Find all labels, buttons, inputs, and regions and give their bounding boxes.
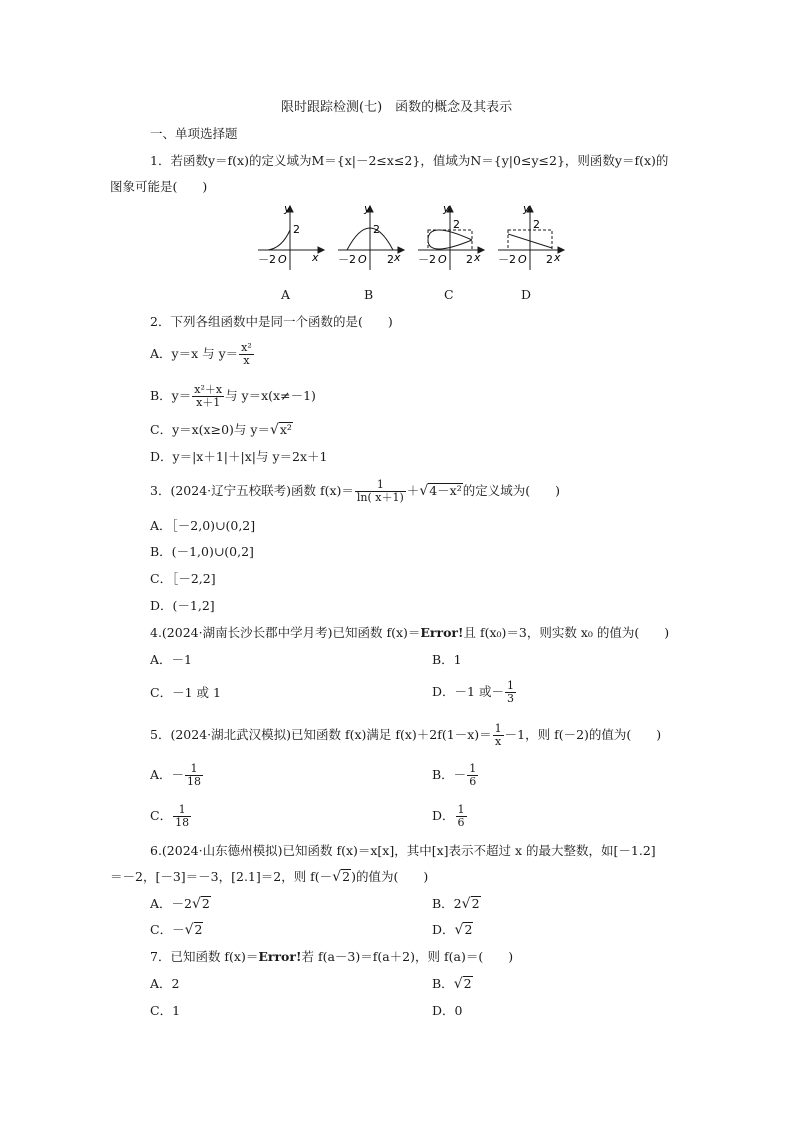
graph-c-y: y [443, 202, 450, 215]
q1-graphs [252, 200, 572, 275]
q5-option-b: B．－ $\frac{1}{6}$ [432, 762, 477, 788]
q2-option-c: C．y＝x(x≥0)与 y＝√x² [150, 422, 292, 438]
q5-option-d: D． $\frac{1}{6}$ [432, 803, 465, 829]
q4-option-c: C．－1 或 1 [150, 685, 221, 700]
graph-b-y: y [364, 202, 371, 215]
q2-option-d: D．y＝|x＋1|＋|x|与 y＝2x＋1 [150, 449, 328, 464]
q6-option-c: C．－√2 [150, 922, 203, 938]
graph-d-origin: O [518, 253, 527, 266]
q2-option-b: B．y＝ $\frac{\text{x²＋x}}{x+1}$ 与 y＝x(x≠－1) [150, 383, 316, 409]
q4-option-a: A．－1 [150, 652, 192, 667]
q6-stem-line2: ＝－2，[－3]＝－3，[2.1]＝2，则 f(－√2)的值为( ) [110, 869, 429, 885]
graph-a-neg2: －2 [258, 253, 276, 266]
q2-option-a: A．y＝x 与 y＝ $\frac{\text{x²}}{x}$ [150, 341, 252, 367]
graph-a-y: y [284, 202, 291, 215]
graph-b-neg2: －2 [338, 253, 356, 266]
graph-d-y: y [523, 202, 530, 215]
graph-label-c: C [444, 287, 454, 302]
q5-stem: 5．(2024·湖北武汉模拟)已知函数 f(x)满足 f(x)＋2f(1－x)＝ $\frac{1}{x}$ －1，则 f(－2)的值为( ) [150, 722, 662, 748]
q1-stem: 1．若函数y＝f(x)的定义域为M＝{x|－2≤x≤2}，值域为N＝{y|0≤y≤2}，则函数y＝f(x)的 [150, 153, 669, 168]
graph-b-x: x [394, 251, 401, 264]
q5-option-c: C． $\frac{1}{18}$ [150, 803, 190, 829]
q7-option-a: A．2 [150, 976, 180, 991]
q7-option-c: C．1 [150, 1003, 181, 1018]
q4-option-b: B．1 [432, 652, 462, 667]
graph-d-neg2: －2 [498, 253, 516, 266]
graph-d-2x: 2 [546, 253, 553, 266]
graph-label-a: A [281, 287, 291, 302]
q7-option-b: B．√2 [432, 976, 472, 992]
q6-option-a: A．－2√2 [150, 896, 210, 912]
graph-b-origin: O [358, 253, 367, 266]
graph-c-x: x [474, 251, 481, 264]
graph-c-neg2: －2 [418, 253, 436, 266]
section-heading: 一、单项选择题 [150, 126, 238, 141]
q6-stem-line1: 6.(2024·山东德州模拟)已知函数 f(x)＝x[x]，其中[x]表示不超过 x 的最大整数，如[－1.2] [150, 843, 656, 858]
graph-d-x: x [554, 251, 561, 264]
graph-label-d: D [521, 287, 532, 302]
q3-option-b: B．(－1,0)∪(0,2] [150, 544, 254, 559]
q5-option-a: A．－ $\frac{1}{18}$ [150, 762, 202, 788]
q4-stem: 4.(2024·湖南长沙长郡中学月考)已知函数 f(x)＝Error!且 f(x₀)＝3，则实数 x₀ 的值为( ) [150, 625, 670, 640]
graph-b-2: 2 [373, 223, 380, 236]
q3-option-a: A．［－2,0)∪(0,2] [150, 518, 256, 533]
q2-stem: 2．下列各组函数中是同一个函数的是( ) [150, 314, 393, 329]
q6-option-d: D．√2 [432, 922, 473, 938]
q4-option-d: D．－1 或－ $\frac{1}{3}$ [432, 679, 514, 705]
graph-c-origin: O [438, 253, 447, 266]
graph-a-origin: O [278, 253, 287, 266]
graph-a-2: 2 [293, 223, 300, 236]
graph-c-2x: 2 [466, 253, 473, 266]
q7-stem: 7．已知函数 f(x)＝Error!若 f(a－3)＝f(a＋2)，则 f(a)＝( ) [150, 949, 514, 964]
q3-option-c: C．［－2,2] [150, 571, 216, 586]
q3-stem: 3．(2024·辽宁五校联考)函数 f(x)＝ $\frac{1}{\ln( x+1)}$ ＋√4－x²的定义域为( ) [150, 478, 561, 504]
page-title: 限时跟踪检测(七) 函数的概念及其表示 [281, 100, 513, 115]
graph-d-2: 2 [533, 218, 540, 231]
graph-c-2: 2 [453, 218, 460, 231]
q6-option-b: B．2√2 [432, 896, 480, 912]
graph-label-b: B [364, 287, 374, 302]
q3-option-d: D．(－1,2] [150, 598, 215, 613]
graph-a-x: x [312, 251, 319, 264]
q1-stem-line2: 图象可能是( ) [110, 179, 208, 194]
graph-b-2x: 2 [387, 253, 394, 266]
q7-option-d: D．0 [432, 1003, 463, 1018]
